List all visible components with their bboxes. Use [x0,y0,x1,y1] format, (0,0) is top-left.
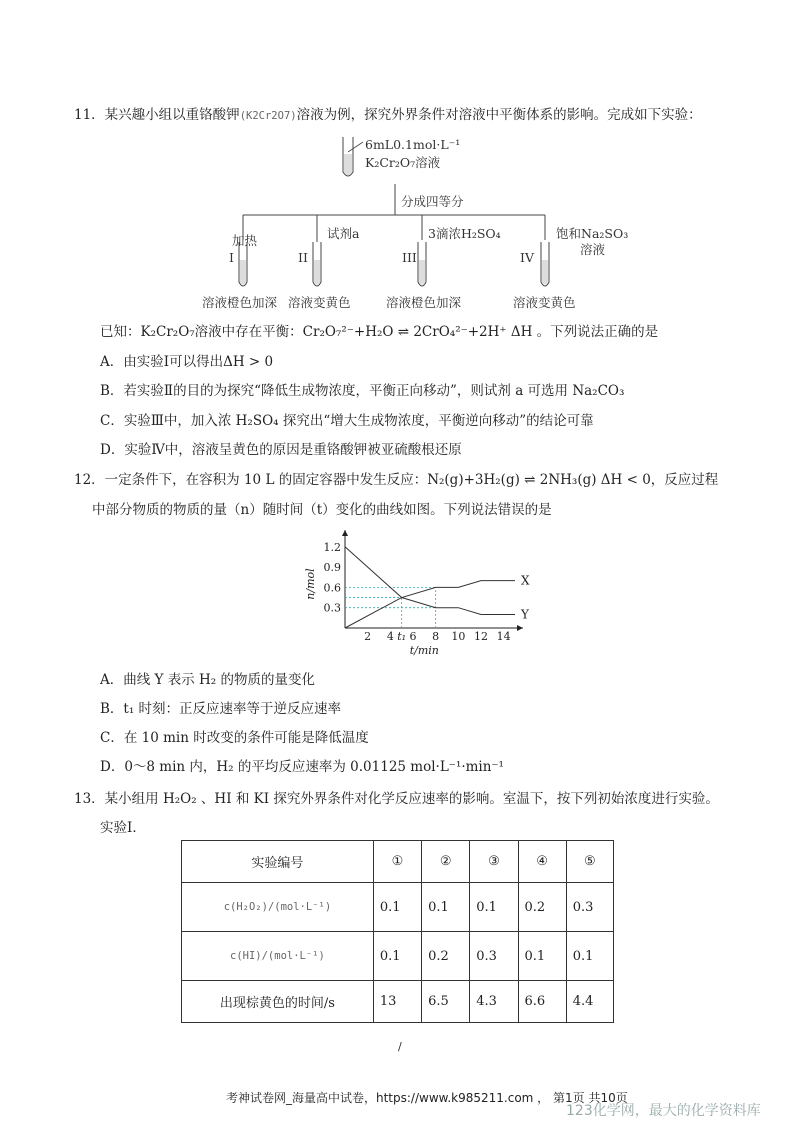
q11-option-b: B．若实验Ⅱ的目的为探究“降低生成物浓度，平衡正向移动”，则试剂 a 可选用 Na₂CO₃ [100,383,625,399]
table-row [182,932,614,981]
tube-4-result: 溶液变黄色 [513,295,576,310]
q13-table [181,840,614,1023]
tube-3-result: 溶液橙色加深 [386,295,462,310]
q12-chart [300,528,530,660]
tube-4-treatment: 饱和Na₂SO₃ [556,226,629,241]
y-tick-label: 0.3 [323,601,341,615]
footer-watermark: 123化学网，最大的化学资料库 [566,1103,761,1119]
table-cell: 6.5 [422,981,470,1023]
footer-slash: / [398,1040,402,1053]
q11-option-d: D．实验Ⅳ中，溶液呈黄色的原因是重铬酸钾被亚硫酸根还原 [100,442,462,458]
test-tube-4 [541,242,549,286]
x-axis-arrow [517,625,523,631]
tube-1-treatment: 加热 [232,233,258,248]
table-cell: 0.1 [518,932,566,981]
x-tick-label: 2 [364,630,372,643]
footer-text: 考神试卷网_海量高中试卷，https://www.k985211.com ， 第1页 共10页 [226,1091,628,1105]
q11-stem-part-a: 11．某兴趣小组以重铬酸钾 [74,107,240,123]
q12-option-d: D．0～8 min 内，H₂ 的平均反应速率为 0.01125 mol·L⁻¹·min⁻¹ [100,759,504,775]
x-tick-label: 4 [386,630,394,643]
table-cell: 0.1 [566,932,613,981]
tube-2-roman: II [298,250,308,265]
table-cell: 0.3 [470,932,518,981]
diagram-top-label-1: 6mL0.1mol·L⁻¹ [365,137,461,152]
q12-option-c: C．在 10 min 时改变的条件可能是降低温度 [100,730,369,746]
tube-1-result: 溶液橙色加深 [202,295,278,310]
q11-stem [74,103,702,123]
q11-known: 已知：K₂Cr₂O₇溶液中存在平衡：Cr₂O₇²⁻+H₂O ⇌ 2CrO₄²⁻+2H⁺ ΔH 。下列说法正确的是 [100,324,659,340]
table-header-cell: ② [422,841,470,883]
table-cell: 0.1 [422,883,470,932]
x-tick-label: 12 [474,630,488,643]
table-header-cell: ① [373,841,421,883]
table-cell: 0.1 [373,932,421,981]
series-label-y: Y [521,607,529,622]
y-axis-arrow [342,530,348,536]
q13-stem: 13．某小组用 H₂O₂ 、HI 和 KI 探究外界条件对化学反应速率的影响。室温下，按下列初始浓度进行实验。 [74,791,719,807]
table-cell: 4.4 [566,981,613,1023]
table-row-label: 出现棕黄色的时间/s [182,981,374,1023]
table-cell: 0.2 [422,932,470,981]
tube-2-result: 溶液变黄色 [288,295,351,310]
tube-1-roman: I [229,250,234,265]
tube-3-roman: III [402,250,417,265]
y-tick-label: 0.6 [323,581,341,595]
y-tick-label: 1.2 [323,540,341,554]
q12-option-a: A．曲线 Y 表示 H₂ 的物质的量变化 [100,672,316,688]
diagram-top-label-2: K₂Cr₂O₇溶液 [365,155,441,170]
q11-option-c: C．实验Ⅲ中，加入浓 H₂SO₄ 探究出“增大生成物浓度，平衡逆向移动”的结论可靠 [100,413,594,429]
table-cell: 0.1 [373,883,421,932]
table-header-row [182,841,614,883]
table-header-cell: ④ [518,841,566,883]
q11-option-a: A．由实验Ⅰ可以得出ΔH > 0 [100,354,274,370]
table-cell: 13 [373,981,421,1023]
tube-2-treatment: 试剂a [327,226,360,241]
table-row-label: c(HI)/(mol·L⁻¹) [182,932,374,981]
x-tick-label: 6 [409,630,417,643]
table-cell: 6.6 [518,981,566,1023]
table-row [182,883,614,932]
x-tick-label: 14 [496,630,511,643]
y-axis-label: n/mol [304,568,317,600]
q13-sub: 实验Ⅰ． [100,820,146,836]
table-cell: 4.3 [470,981,518,1023]
tube-4-treatment-2: 溶液 [580,242,606,257]
table-header-cell: ③ [470,841,518,883]
x-axis-label: t/min [409,644,439,657]
q11-stem-formula: (K2Cr2O7) [239,110,297,122]
source-test-tube [343,137,363,176]
q12-stem-line2: 中部分物质的物质的量（n）随时间（t）变化的曲线如图。下列说法错误的是 [92,502,552,518]
x-tick-label: 8 [432,630,440,643]
table-header-cell: 实验编号 [182,841,374,883]
series-label-x: X [521,573,530,588]
table-row-label: c(H₂O₂)/(mol·L⁻¹) [182,883,374,932]
x-tick-label: 10 [451,630,466,643]
q12-stem-line1: 12．一定条件下，在容积为 10 L 的固定容器中发生反应：N₂(g)+3H₂(g) ⇌ 2NH₃(g) ΔH < 0，反应过程 [74,472,719,488]
chart-guides [345,587,436,628]
y-tick-label: 0.9 [323,561,341,575]
test-tube-3 [418,242,426,286]
table-cell: 0.1 [470,883,518,932]
table-cell: 0.2 [518,883,566,932]
q12-option-b: B．t₁ 时刻：正反应速率等于逆反应速率 [100,701,342,717]
x-tick-label: t₁ [397,630,407,643]
table-row [182,981,614,1023]
table-header-cell: ⑤ [566,841,613,883]
diagram-split-label: 分成四等分 [401,194,464,209]
test-tube-2 [313,232,321,286]
tube-3-treatment: 3滴浓H₂SO₄ [428,226,501,241]
chart-labels [304,541,530,657]
q11-stem-part-b: 溶液为例，探究外界条件对溶液中平衡体系的影响。完成如下实验： [296,107,702,123]
table-cell: 0.3 [566,883,613,932]
tube-4-roman: IV [520,250,534,265]
